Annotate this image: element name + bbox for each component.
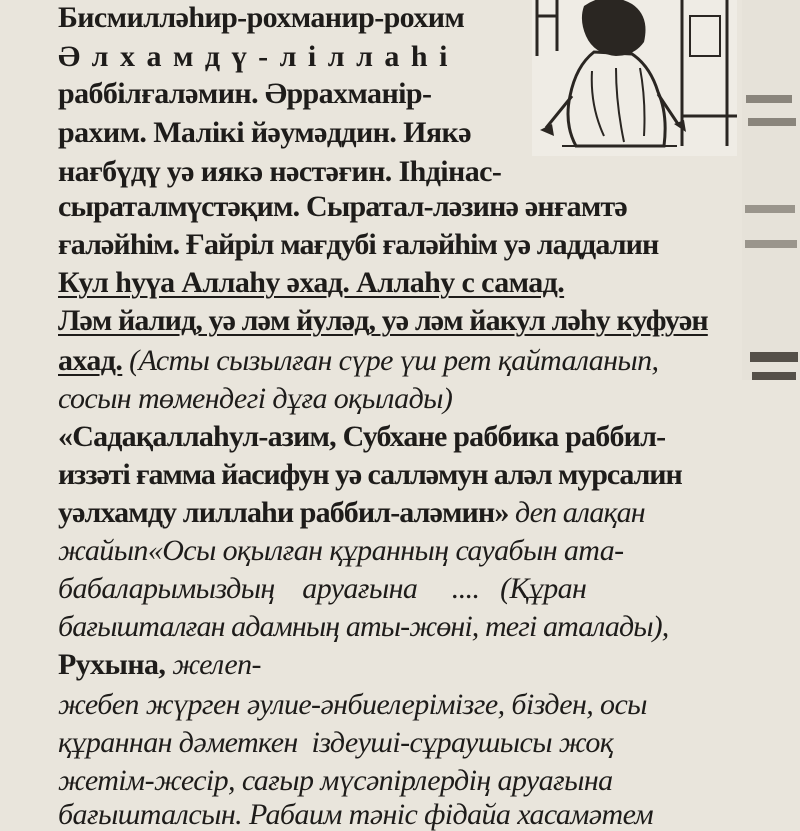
text-line-3: раббілғаләмин. Әррахманір-: [58, 77, 432, 110]
text-line-18: [58, 650, 738, 680]
text-line-4: рахим. Малікі йәумәддин. Иякә: [58, 116, 471, 149]
text-line-1: Бисмилләһир-рохманир-рохим: [58, 1, 465, 34]
bold-prayer-end: уәлхамду лиллаһи раббил-аләмин»: [58, 496, 509, 529]
italic-instruction: деп алақан: [508, 496, 645, 529]
text-line-10: [58, 346, 738, 376]
text-line-9: Ләм йалид, уә ләм йуләд, уә ләм йакул ләһу куфуән: [58, 304, 708, 337]
italic-continuation: желеп-: [165, 648, 261, 681]
text-line-11: сосын төмендегі дұға оқылады): [58, 382, 453, 415]
text-line-8: Кул һуүа Аллаһу әхад. Аллаһу с самад.: [58, 266, 565, 299]
text-line-17: бағышталған адамның аты-жөні, тегі аталады),: [58, 610, 669, 643]
illustration-praying-figure: [532, 0, 737, 156]
text-line-16: бабаларымыздың аруағына .... (Құран: [58, 572, 587, 605]
text-line-7: ғаләйһім. Ғайріл мағдубі ғаләйһім уә ладдалин: [58, 228, 659, 261]
text-line-6: сыраталмүстәқим. Сыратал-ләзинә әнғамтә: [58, 190, 627, 223]
facing-page-edge: [742, 0, 800, 380]
text-line-5: нағбүдү уә иякә нәстәғин. Іһдінас-: [58, 155, 502, 188]
text-line-15: жайып«Осы оқылған құранның сауабын ата-: [58, 534, 624, 567]
bold-word: Рухына,: [58, 648, 166, 681]
text-line-20: құраннан дәметкен іздеуші-сұраушысы жоқ: [58, 726, 614, 759]
text-line-12: «Садақаллаһул-азим, Субхане раббика раббил-: [58, 420, 666, 453]
text-line-19: жебеп жүрген әулие-әнбиелерімізге, бізден, осы: [58, 688, 647, 721]
text-line-14: [58, 498, 738, 528]
text-line-13: иззәті ғамма йасифун уә салләмун аләл мурсалин: [58, 458, 682, 491]
text-line-22: бағышталсын. Рабаим тәніс фідайа хасамәтем: [58, 798, 654, 831]
text-line-21: жетім-жесір, сағыр мүсәпірлердің аруағына: [58, 764, 613, 797]
text-line-2: Ә л х а м д ү - л і л л а һ і: [58, 40, 450, 73]
italic-note: (Асты сызылған сүре үш рет қайталанып,: [122, 344, 659, 377]
underlined-word: ахад.: [58, 344, 123, 377]
